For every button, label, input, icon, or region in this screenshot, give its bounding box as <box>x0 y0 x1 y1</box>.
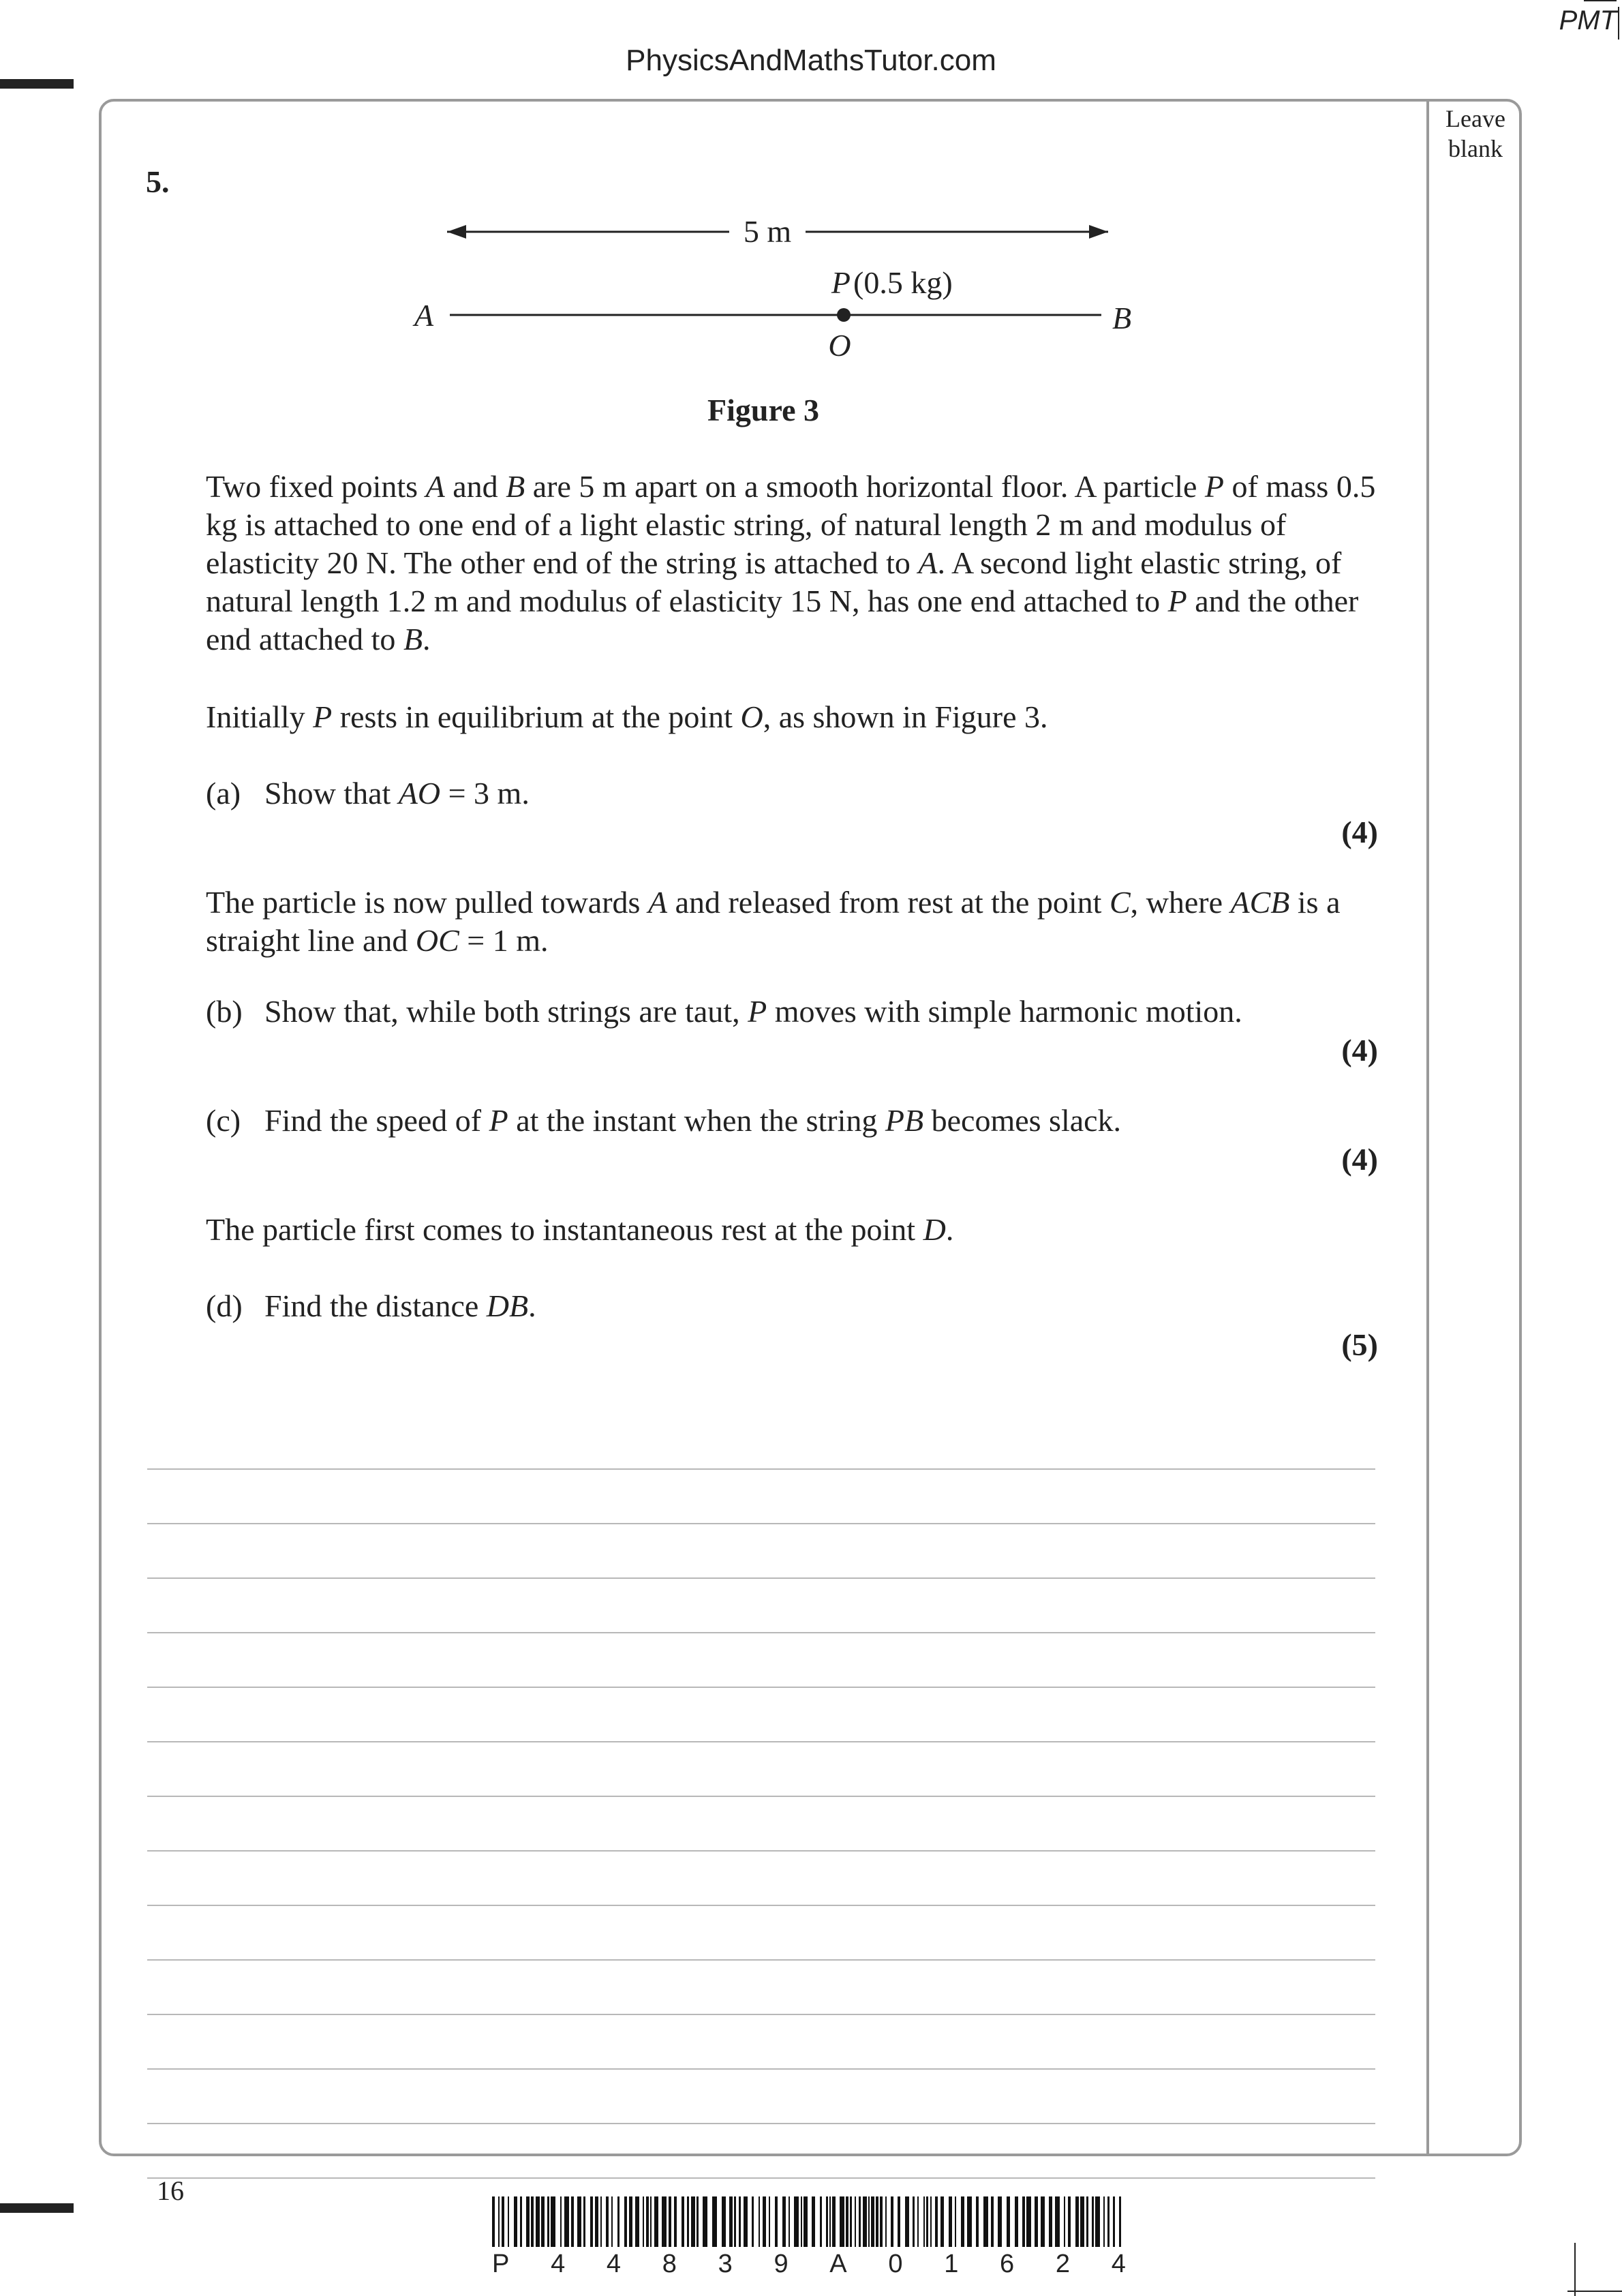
barcode-bar <box>1086 2196 1088 2247</box>
barcode-bar <box>752 2196 754 2247</box>
barcode-bar <box>1026 2196 1031 2247</box>
site-name: PhysicsAndMathsTutor.com <box>626 44 996 77</box>
barcode-bar <box>571 2196 574 2247</box>
barcode-digit: 8 <box>662 2250 677 2278</box>
barcode-bar <box>502 2196 504 2247</box>
question-number: 5. <box>146 164 170 199</box>
barcode-bar <box>1103 2196 1105 2247</box>
part-a-label: (a) <box>206 776 241 811</box>
barcode-bar <box>885 2196 887 2247</box>
distance-label: 5 m <box>743 214 792 249</box>
part-d-label: (d) <box>206 1288 243 1323</box>
barcode-bar <box>820 2196 822 2247</box>
part-b-marks: (4) <box>1341 1033 1378 1068</box>
point-o-label: O <box>828 328 851 363</box>
answer-line[interactable] <box>147 1524 1375 1579</box>
barcode-bar <box>624 2196 627 2247</box>
barcode-bar <box>789 2196 790 2247</box>
barcode-bar <box>891 2196 893 2247</box>
barcode-bar <box>759 2196 760 2247</box>
barcode-bar <box>961 2196 964 2247</box>
barcode-bar <box>898 2196 900 2247</box>
barcode-bar <box>923 2196 925 2247</box>
leave-blank-line2: blank <box>1448 135 1503 162</box>
barcode-bar <box>998 2196 1002 2247</box>
barcode-bar <box>991 2196 994 2247</box>
barcode-bar <box>976 2196 979 2247</box>
answer-line[interactable] <box>147 1961 1375 2015</box>
figure-3-diagram <box>382 198 1172 375</box>
barcode-bar <box>1068 2196 1071 2247</box>
barcode-bar <box>1095 2196 1100 2247</box>
page-number: 16 <box>157 2175 184 2206</box>
answer-line[interactable] <box>147 1742 1375 1797</box>
barcode-bar <box>832 2196 836 2247</box>
barcode-bar <box>703 2196 707 2247</box>
barcode-digits <box>492 2250 1126 2279</box>
barcode-bar <box>794 2196 799 2247</box>
barcode-bar <box>654 2196 658 2247</box>
barcode-bar <box>508 2196 509 2247</box>
barcode-bar <box>560 2196 562 2247</box>
answer-line[interactable] <box>147 1470 1375 1524</box>
barcode-digit: 4 <box>606 2250 622 2278</box>
particle-mass-label: (0.5 kg) <box>853 265 953 300</box>
barcode-digit: 4 <box>551 2250 566 2278</box>
answer-lines[interactable] <box>147 1415 1375 2179</box>
barcode-bar <box>600 2196 602 2247</box>
leave-blank-line1: Leave <box>1445 105 1505 132</box>
barcode-bar <box>782 2196 786 2247</box>
barcode-bar <box>855 2196 856 2247</box>
barcode-bar <box>863 2196 867 2247</box>
barcode-bar <box>650 2196 652 2247</box>
barcode-bar <box>712 2196 717 2247</box>
barcode-digit: 0 <box>888 2250 903 2278</box>
margin-mark-bottom <box>0 2203 74 2213</box>
point-b-label: B <box>1112 301 1132 335</box>
barcode-bar <box>1119 2196 1121 2247</box>
barcode-bar <box>1064 2196 1065 2247</box>
part-c: (c) Find the speed of P at the instant when the string PB becomes slack. <box>206 1102 1378 1140</box>
barcode-digit: 6 <box>1000 2250 1015 2278</box>
barcode-bar <box>1092 2196 1094 2247</box>
barcode-bar <box>871 2196 874 2247</box>
barcode-bar <box>583 2196 585 2247</box>
barcode-bar <box>526 2196 530 2247</box>
part-d-marks: (5) <box>1341 1327 1378 1362</box>
part-b-label: (b) <box>206 994 243 1029</box>
barcode-bar <box>722 2196 726 2247</box>
barcode-bar <box>564 2196 569 2247</box>
barcode-bar <box>940 2196 944 2247</box>
barcode-bar <box>905 2196 909 2247</box>
barcode-bar <box>876 2196 878 2247</box>
barcode-bar <box>643 2196 644 2247</box>
barcode-bar <box>662 2196 667 2247</box>
barcode-bar <box>826 2196 828 2247</box>
barcode-bar <box>763 2196 766 2247</box>
part-c-label: (c) <box>206 1103 241 1138</box>
barcode-bar <box>1055 2196 1060 2247</box>
barcode-bar <box>846 2196 848 2247</box>
answer-line[interactable] <box>147 1415 1375 1470</box>
part-a-marks: (4) <box>1341 815 1378 849</box>
barcode-bar <box>551 2196 555 2247</box>
barcode-bar <box>547 2196 549 2247</box>
barcode-bar <box>531 2196 534 2247</box>
barcode-bar <box>514 2196 517 2247</box>
margin-mark-top <box>0 79 74 89</box>
barcode-bar <box>629 2196 632 2247</box>
point-a-label: A <box>414 298 434 333</box>
barcode-digit: 4 <box>1111 2250 1126 2278</box>
rest-paragraph: The particle first comes to instantaneous rest at the point D. <box>206 1212 954 1247</box>
answer-line[interactable] <box>147 1579 1375 1633</box>
barcode-bar <box>967 2196 972 2247</box>
barcode-bar <box>769 2196 770 2247</box>
barcode-bar <box>913 2196 915 2247</box>
barcode-bar <box>606 2196 609 2247</box>
barcode-bar <box>926 2196 928 2247</box>
barcode-bar <box>775 2196 778 2247</box>
barcode-bar <box>1075 2196 1079 2247</box>
barcode <box>492 2196 1126 2247</box>
barcode-bar <box>983 2196 988 2247</box>
barcode-bar <box>1049 2196 1052 2247</box>
barcode-bar <box>674 2196 677 2247</box>
barcode-bar <box>520 2196 522 2247</box>
barcode-bar <box>577 2196 581 2247</box>
answer-line[interactable] <box>147 1688 1375 1742</box>
barcode-bar <box>868 2196 870 2247</box>
barcode-bar <box>804 2196 808 2247</box>
barcode-bar <box>935 2196 938 2247</box>
barcode-bar <box>1015 2196 1018 2247</box>
barcode-bar <box>829 2196 831 2247</box>
particle-p <box>837 308 851 322</box>
part-d: (d) Find the distance DB. <box>206 1287 1378 1325</box>
barcode-digit: A <box>829 2250 847 2278</box>
barcode-bar <box>734 2196 736 2247</box>
barcode-digit: 9 <box>774 2250 789 2278</box>
barcode-bar <box>682 2196 684 2247</box>
barcode-bar <box>492 2196 495 2247</box>
barcode-bar <box>880 2196 883 2247</box>
part-b: (b) Show that, while both strings are taut, P moves with simple harmonic motion. <box>206 993 1378 1031</box>
barcode-bar <box>611 2196 613 2247</box>
answer-line[interactable] <box>147 1797 1375 1852</box>
barcode-digit: P <box>492 2250 510 2278</box>
part-c-marks: (4) <box>1341 1142 1378 1177</box>
barcode-bar <box>541 2196 545 2247</box>
question-intro: Two fixed points A and B are 5 m apart on a smooth horizontal floor. A particle P of mass 0.5 kg is attached to one end of a light elastic string, of natural length 2 m and modulus of elasticity 20 N. The other end of the string is attached to A. A second light elastic string, of natural length 1.2 m and modulus of elasticity 15 N, has one end attached to P and the other end attached to B. <box>206 469 1376 656</box>
barcode-bar <box>635 2196 639 2247</box>
barcode-bar <box>812 2196 815 2247</box>
part-a: (a) Show that AO = 3 m. <box>206 774 1378 813</box>
barcode-bar <box>949 2196 952 2247</box>
barcode-bar <box>840 2196 844 2247</box>
initial-condition: Initially P rests in equilibrium at the point O, as shown in Figure 3. <box>206 699 1048 734</box>
crop-mark-horizontal <box>1567 2291 1622 2292</box>
barcode-digit: 1 <box>944 2250 959 2278</box>
barcode-bar <box>744 2196 748 2247</box>
pmt-top-rule <box>1584 0 1617 1</box>
barcode-bar <box>917 2196 919 2247</box>
pmt-side-rule <box>1618 7 1619 40</box>
barcode-bar <box>617 2196 619 2247</box>
leave-blank-label <box>1429 104 1522 164</box>
barcode-bar <box>669 2196 671 2247</box>
barcode-bar <box>1041 2196 1045 2247</box>
barcode-bar <box>498 2196 500 2247</box>
barcode-bar <box>646 2196 649 2247</box>
barcode-bar <box>729 2196 733 2247</box>
answer-line[interactable] <box>147 2070 1375 2124</box>
answer-line[interactable] <box>147 1852 1375 1906</box>
barcode-bar <box>691 2196 695 2247</box>
barcode-bar <box>595 2196 598 2247</box>
barcode-bar <box>859 2196 861 2247</box>
particle-p-label: P <box>831 265 851 300</box>
pulled-paragraph: The particle is now pulled towards A and released from rest at the point C, where ACB is a straight line and OC = 1 m. <box>206 885 1341 958</box>
barcode-bar <box>1107 2196 1110 2247</box>
barcode-bar <box>930 2196 932 2247</box>
pmt-label: PMT <box>1559 5 1617 35</box>
figure-caption: Figure 3 <box>707 393 819 427</box>
answer-line[interactable] <box>147 2124 1375 2179</box>
barcode-bar <box>1080 2196 1084 2247</box>
barcode-bar <box>536 2196 540 2247</box>
answer-line[interactable] <box>147 2015 1375 2070</box>
barcode-bar <box>955 2196 956 2247</box>
barcode-bar <box>801 2196 802 2247</box>
barcode-bar <box>739 2196 741 2247</box>
barcode-bar <box>590 2196 593 2247</box>
barcode-bar <box>1113 2196 1115 2247</box>
barcode-bar <box>1022 2196 1025 2247</box>
barcode-bar <box>1007 2196 1010 2247</box>
answer-line[interactable] <box>147 1906 1375 1961</box>
barcode-bar <box>687 2196 689 2247</box>
barcode-digit: 3 <box>718 2250 733 2278</box>
barcode-bar <box>697 2196 699 2247</box>
crop-mark-vertical <box>1574 2243 1576 2296</box>
barcode-bar <box>1035 2196 1038 2247</box>
answer-line[interactable] <box>147 1633 1375 1688</box>
barcode-digit: 2 <box>1055 2250 1071 2278</box>
barcode-bar <box>850 2196 852 2247</box>
